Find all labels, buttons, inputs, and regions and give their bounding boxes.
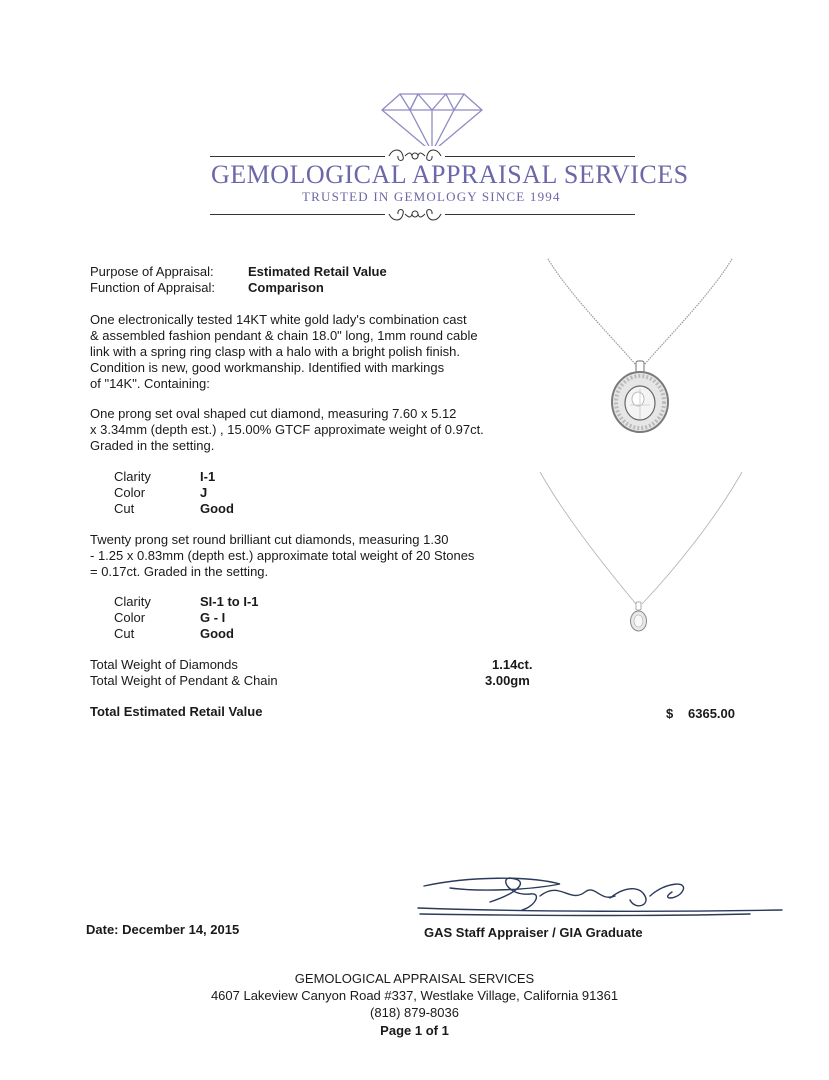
- description-line: One electronically tested 14KT white gold lady's combination cast: [90, 312, 467, 327]
- grade-value: G - I: [200, 610, 226, 625]
- description-line: of "14K". Containing:: [90, 376, 210, 391]
- appraisal-date: Date: December 14, 2015: [86, 922, 240, 937]
- total-pendant-weight-label: Total Weight of Pendant & Chain: [90, 673, 278, 688]
- pendant-full-photo: [536, 468, 746, 638]
- grade-value: Good: [200, 626, 234, 641]
- retail-amount: 6365.00: [688, 706, 735, 721]
- appraiser-signature: [410, 866, 790, 922]
- description-line: & assembled fashion pendant & chain 18.0" long, 1mm round cable: [90, 328, 478, 343]
- page-number: Page 1 of 1: [380, 1023, 449, 1038]
- function-value: Comparison: [248, 280, 324, 295]
- retail-currency: $: [666, 706, 674, 721]
- total-pendant-weight-value: 3.00gm: [485, 673, 530, 688]
- item-description: [90, 312, 478, 392]
- footer-address: 4607 Lakeview Canyon Road #337, Westlake Village, California 91361: [210, 988, 619, 1003]
- total-diamond-weight-value: 1.14ct.: [492, 657, 533, 672]
- stone-line: Twenty prong set round brilliant cut diamonds, measuring 1.30: [90, 532, 449, 547]
- purpose-value: Estimated Retail Value: [248, 264, 387, 279]
- stone-line: = 0.17ct. Graded in the setting.: [90, 564, 269, 579]
- grade-label: Cut: [114, 501, 135, 516]
- grade-value: J: [200, 485, 208, 500]
- logo-subtitle: TRUSTED IN GEMOLOGY SINCE 1994: [302, 189, 561, 204]
- purpose-label: Purpose of Appraisal:: [90, 264, 214, 279]
- logo-title: GEMOLOGICAL APPRAISAL SERVICES: [211, 160, 689, 189]
- scroll-ornament-icon: [385, 204, 445, 224]
- center-stone-description: [90, 406, 484, 454]
- footer-company: GEMOLOGICAL APPRAISAL SERVICES: [294, 971, 535, 986]
- diamond-icon: [380, 92, 484, 154]
- halo-stones-description: [90, 532, 474, 580]
- stone-line: x 3.34mm (depth est.) , 15.00% GTCF approximate weight of 0.97ct.: [90, 422, 484, 437]
- footer-phone: (818) 879-8036: [370, 1005, 459, 1020]
- grade-label: Cut: [114, 626, 135, 641]
- appraiser-title: GAS Staff Appraiser / GIA Graduate: [424, 925, 643, 940]
- description-line: link with a spring ring clasp with a halo with a bright polish finish.: [90, 344, 460, 359]
- stone-line: - 1.25 x 0.83mm (depth est.) approximate total weight of 20 Stones: [90, 548, 475, 563]
- total-diamond-weight-label: Total Weight of Diamonds: [90, 657, 238, 672]
- function-label: Function of Appraisal:: [90, 280, 216, 295]
- description-line: Condition is new, good workmanship. Identified with markings: [90, 360, 445, 375]
- grade-value: I-1: [200, 469, 216, 484]
- retail-value-label: Total Estimated Retail Value: [90, 704, 263, 719]
- grade-label: Color: [114, 610, 146, 625]
- grade-value: Good: [200, 501, 234, 516]
- stone-line: One prong set oval shaped cut diamond, measuring 7.60 x 5.12: [90, 406, 457, 421]
- grade-label: Color: [114, 485, 146, 500]
- grade-label: Clarity: [114, 594, 151, 609]
- grade-label: Clarity: [114, 469, 151, 484]
- grade-value: SI-1 to I-1: [200, 594, 259, 609]
- pendant-closeup-photo: [540, 255, 740, 445]
- stone-line: Graded in the setting.: [90, 438, 215, 453]
